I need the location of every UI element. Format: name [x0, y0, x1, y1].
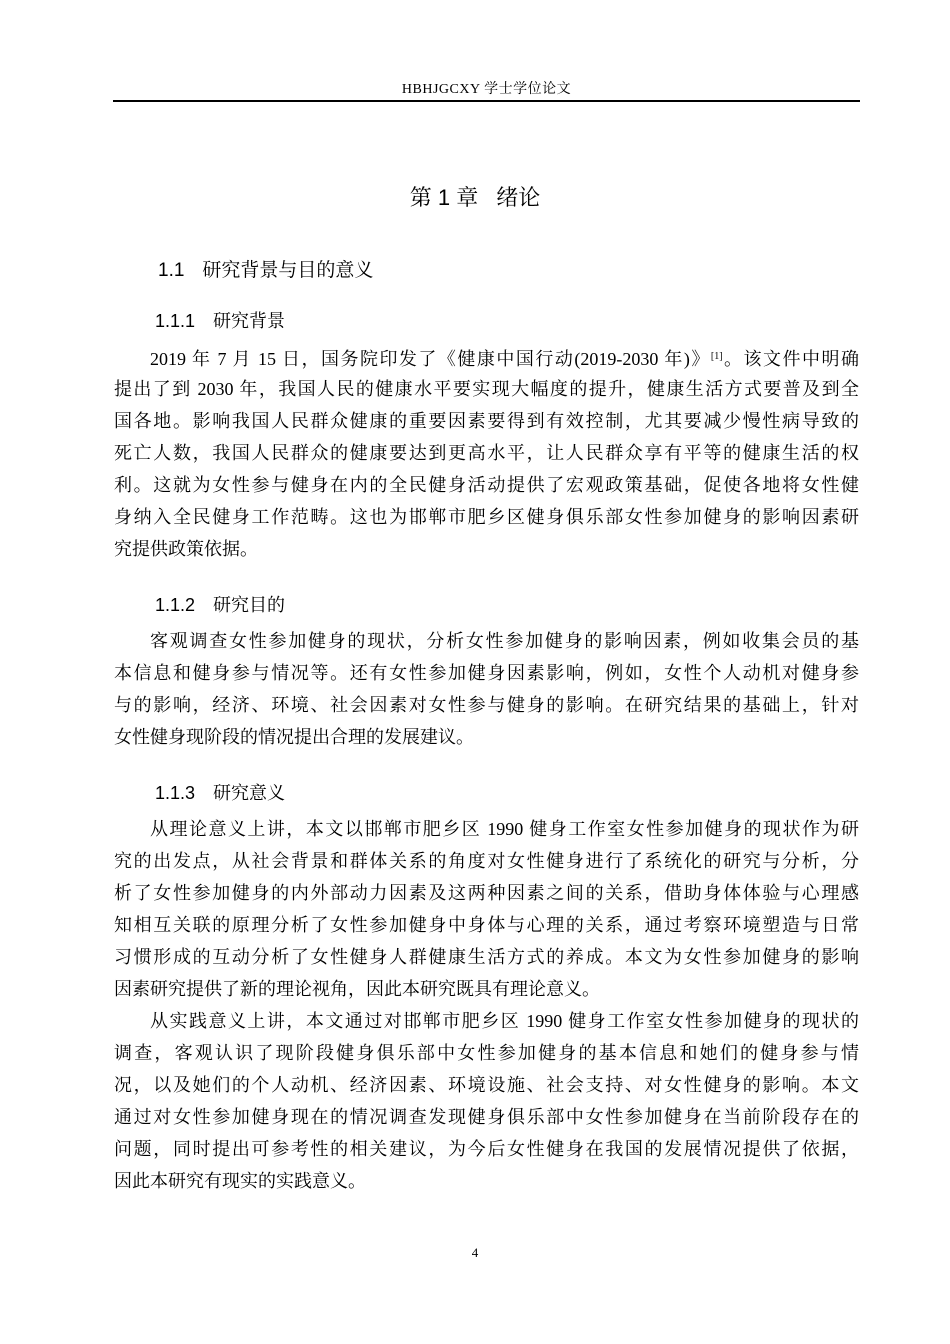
paragraph-line: 死亡人数，我国人民群众的健康要达到更高水平，让人民群众享有平等的健康生活的权 [114, 443, 859, 463]
section-number: 1.1 [158, 260, 185, 281]
paragraph-line: 女性健身现阶段的情况提出合理的发展建议。 [114, 727, 474, 747]
subsection-title: 研究意义 [213, 783, 286, 803]
paragraph-line: 析了女性参加健身的内外部动力因素及这两种因素之间的关系，借助身体体验与心理感 [114, 883, 859, 903]
subsection-number: 1.1.3 [155, 783, 196, 803]
citation-ref[interactable]: [1] [710, 351, 723, 362]
paragraph-line: 究的出发点，从社会背景和群体关系的角度对女性健身进行了系统化的研究与分析，分 [114, 851, 859, 871]
section-title: 研究背景与目的意义 [202, 260, 374, 281]
paragraph-line: 从实践意义上讲，本文通过对邯郸市肥乡区 1990 健身工作室女性参加健身的现状的 [150, 1011, 859, 1031]
paragraph-line: 利。这就为女性参与健身在内的全民健身活动提供了宏观政策基础，促使各地将女性健 [114, 475, 859, 495]
paragraph-line: 提出了到 2030 年，我国人民的健康水平要实现大幅度的提升，健康生活方式要普及到全 [114, 379, 859, 399]
paragraph-line: 知相互关联的原理分析了女性参加健身中身体与心理的关系，通过考察环境塑造与日常 [114, 915, 859, 935]
paragraph-line: 从理论意义上讲，本文以邯郸市肥乡区 1990 健身工作室女性参加健身的现状作为研 [150, 819, 859, 839]
header-rule [113, 100, 860, 102]
paragraph-line: 因此本研究有现实的实践意义。 [114, 1171, 366, 1191]
paragraph-line: 与的影响，经济、环境、社会因素对女性参与健身的影响。在研究结果的基础上，针对 [114, 695, 859, 715]
subsection-heading-1-1-2 [155, 591, 285, 617]
paragraph-line: 本信息和健身参与情况等。还有女性参加健身因素影响，例如，女性个人动机对健身参 [114, 663, 859, 683]
subsection-heading-1-1-3 [155, 779, 285, 805]
paragraph-line: 身纳入全民健身工作范畴。这也为邯郸市肥乡区健身俱乐部女性参加健身的影响因素研 [114, 507, 859, 527]
section-heading-1-1 [158, 255, 373, 282]
paragraph-line: 国各地。影响我国人民群众健康的重要因素要得到有效控制，尤其要减少慢性病导致的 [114, 411, 859, 431]
paragraph-line: 客观调查女性参加健身的现状，分析女性参加健身的影响因素，例如收集会员的基 [150, 631, 859, 651]
paragraph-line: 通过对女性参加健身现在的情况调查发现健身俱乐部中女性参加健身在当前阶段存在的 [114, 1107, 859, 1127]
text: 2019 年 7 月 15 日，国务院印发了《健康中国行动(2019-2030 年)》 [150, 349, 711, 369]
page-number: 4 [471, 1245, 479, 1260]
text: 。该文件中明确 [722, 349, 859, 369]
chapter-title [0, 181, 950, 212]
chapter-number: 第 1 章 [409, 185, 479, 210]
running-header: HBHJGCXY 学士学位论文 [401, 82, 572, 97]
paragraph-line: 因素研究提供了新的理论视角，因此本研究既具有理论意义。 [114, 979, 600, 999]
paragraph-line: 问题，同时提出可参考性的相关建议，为今后女性健身在我国的发展情况提供了依据， [114, 1139, 859, 1159]
subsection-heading-1-1-1 [155, 307, 285, 333]
paragraph-line: 习惯形成的互动分析了女性健身人群健康生活方式的养成。本文为女性参加健身的影响 [114, 947, 859, 967]
paragraph-line [150, 346, 859, 370]
subsection-title: 研究背景 [213, 311, 286, 331]
chapter-name: 绪论 [496, 185, 541, 210]
paragraph-line: 究提供政策依据。 [114, 539, 258, 559]
subsection-title: 研究目的 [213, 595, 286, 615]
subsection-number: 1.1.1 [155, 311, 196, 331]
subsection-number: 1.1.2 [155, 595, 196, 615]
paragraph-line: 调查，客观认识了现阶段健身俱乐部中女性参加健身的基本信息和她们的健身参与情 [114, 1043, 859, 1063]
paragraph-line: 况，以及她们的个人动机、经济因素、环境设施、社会支持、对女性健身的影响。本文 [114, 1075, 859, 1095]
